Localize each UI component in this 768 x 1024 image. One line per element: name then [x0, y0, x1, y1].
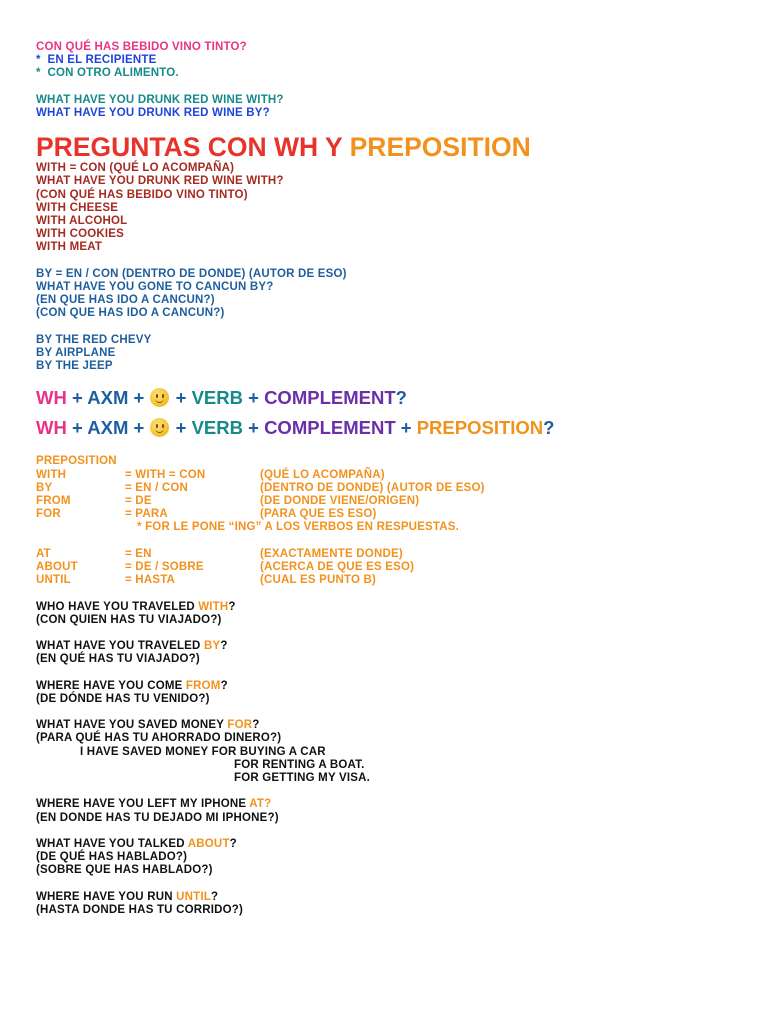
preposition-table-header: PREPOSITION	[36, 455, 117, 468]
by-example: BY THE JEEP	[36, 360, 113, 373]
prep-es: = HASTA	[125, 574, 176, 587]
preposition-table	[36, 455, 756, 587]
by-block	[36, 268, 756, 321]
preposition-row	[36, 495, 756, 508]
formula-plus: +	[248, 417, 259, 439]
formula-wh: WH	[36, 387, 67, 409]
intro-bullet-food: * CON OTRO ALIMENTO.	[36, 67, 179, 80]
with-line: WITH = CON (QUÉ LO ACOMPAÑA)	[36, 162, 235, 175]
by-line: WHAT HAVE YOU GONE TO CANCUN BY?	[36, 281, 274, 294]
with-line: WITH ALCOHOL	[36, 215, 128, 228]
formula-plus: +	[175, 387, 187, 409]
prep-en: ABOUT	[36, 560, 78, 573]
with-line: WHAT HAVE YOU DRUNK RED WINE WITH?	[36, 175, 284, 188]
title-part-2: PREPOSITION	[349, 132, 531, 163]
intro-bullet-recipient: * EN EL RECIPIENTE	[36, 54, 157, 67]
example-translation: (EN QUÉ HAS TU VIAJADO?)	[36, 653, 200, 666]
prep-es: = DE / SOBRE	[125, 560, 204, 573]
prep-note: (CUAL ES PUNTO B)	[260, 574, 377, 587]
prep-es: = DE	[125, 495, 152, 507]
prep-note: (QUÉ LO ACOMPAÑA)	[260, 468, 385, 481]
with-block	[36, 162, 756, 254]
formula-complement: COMPLEMENT	[264, 387, 396, 409]
example-translation: (SOBRE QUE HAS HABLADO?)	[36, 864, 213, 877]
with-line: (CON QUÉ HAS BEBIDO VINO TINTO)	[36, 188, 248, 201]
prep-note: (ACERCA DE QUE ES ESO)	[260, 560, 415, 573]
with-line: WITH CHEESE	[36, 201, 119, 214]
example-translation: (EN DONDE HAS TU DEJADO MI IPHONE?)	[36, 811, 279, 824]
preposition-row	[36, 508, 756, 521]
preposition-row	[36, 548, 756, 561]
highlighted-preposition: FROM	[185, 679, 221, 692]
by-line: (EN QUE HAS IDO A CANCUN?)	[36, 294, 215, 307]
example-translation: (PARA QUÉ HAS TU AHORRADO DINERO?)	[36, 732, 282, 745]
prep-es: = WITH = CON	[125, 468, 206, 481]
example-translation: (DE QUÉ HAS HABLADO?)	[36, 851, 188, 864]
with-line: WITH COOKIES	[36, 228, 125, 241]
formula-basic	[36, 387, 756, 409]
prep-es: = EN / CON	[125, 481, 189, 494]
highlighted-preposition: ABOUT	[187, 838, 230, 851]
formula-plus: +	[133, 387, 145, 409]
by-example: BY AIRPLANE	[36, 347, 116, 360]
intro-question: CON QUÉ HAS BEBIDO VINO TINTO?	[36, 41, 247, 53]
preposition-row	[36, 574, 756, 587]
intro-english-by: WHAT HAVE YOU DRUNK RED WINE BY?	[36, 107, 270, 119]
example-question: WHERE HAVE YOU LEFT MY IPHONE AT?	[36, 798, 272, 811]
formula-axm: AXM	[87, 417, 129, 439]
prep-en: WITH	[36, 468, 67, 481]
formula-plus: +	[400, 417, 412, 439]
prep-es: = PARA	[125, 508, 168, 521]
with-line: WITH MEAT	[36, 241, 103, 254]
preposition-row	[36, 482, 756, 495]
highlighted-preposition: UNTIL	[176, 890, 211, 903]
highlighted-preposition: AT?	[249, 798, 272, 811]
intro-english-with: WHAT HAVE YOU DRUNK RED WINE WITH?	[36, 93, 284, 106]
highlighted-preposition: WITH	[198, 600, 229, 613]
prep-en: BY	[36, 481, 53, 494]
prep-en: UNTIL	[36, 574, 71, 587]
formula-plus: +	[133, 417, 145, 439]
example-answer: FOR GETTING MY VISA.	[234, 772, 371, 785]
prep-en: FROM	[36, 495, 71, 507]
by-example: BY THE RED CHEVY	[36, 333, 152, 346]
example-question: WHAT HAVE YOU SAVED MONEY FOR?	[36, 719, 260, 732]
formula-plus: +	[248, 387, 259, 409]
examples	[36, 601, 756, 918]
example-question: WHAT HAVE YOU TRAVELED BY?	[36, 640, 228, 653]
smiling-face-icon	[150, 388, 169, 407]
document-page	[36, 41, 756, 917]
example-question: WHERE HAVE YOU COME FROM?	[36, 679, 228, 692]
formula-with-preposition	[36, 417, 756, 439]
formula-plus: +	[71, 417, 83, 439]
formula-wh: WH	[36, 417, 67, 439]
example-question: WHERE HAVE YOU RUN UNTIL?	[36, 890, 219, 903]
formula-axm: AXM	[87, 387, 129, 409]
smiling-face-icon	[150, 418, 169, 437]
example-answer: I HAVE SAVED MONEY FOR BUYING A CAR	[80, 745, 326, 758]
prep-en: AT	[36, 547, 51, 560]
formula-question-mark: ?	[395, 387, 407, 409]
example-question: WHO HAVE YOU TRAVELED WITH?	[36, 600, 236, 613]
highlighted-preposition: FOR	[227, 719, 253, 732]
prep-note: (PARA QUE ES ESO)	[260, 508, 377, 521]
formula-verb: VERB	[191, 417, 243, 439]
example-translation: (DE DÓNDE HAS TU VENIDO?)	[36, 692, 210, 705]
for-ing-note-row	[36, 521, 756, 534]
prep-es: = EN	[125, 547, 152, 560]
example-translation: (HASTA DONDE HAS TU CORRIDO?)	[36, 904, 244, 917]
by-line: (CON QUE HAS IDO A CANCUN?)	[36, 307, 225, 320]
formula-preposition: PREPOSITION	[416, 417, 544, 439]
formula-plus: +	[71, 387, 83, 409]
prep-en: FOR	[36, 508, 61, 521]
for-ing-note: * FOR LE PONE “ING” A LOS VERBOS EN RESPUESTAS.	[137, 521, 460, 534]
prep-note: (DENTRO DE DONDE) (AUTOR DE ESO)	[260, 481, 485, 494]
formula-plus: +	[175, 417, 187, 439]
example-question: WHAT HAVE YOU TALKED ABOUT?	[36, 838, 237, 851]
by-line: BY = EN / CON (DENTRO DE DONDE) (AUTOR DE ESO)	[36, 267, 347, 280]
page-title	[36, 132, 756, 162]
formula-question-mark: ?	[543, 417, 555, 439]
prep-note: (EXACTAMENTE DONDE)	[260, 547, 403, 560]
by-examples	[36, 334, 756, 374]
formula-verb: VERB	[191, 387, 243, 409]
example-translation: (CON QUIEN HAS TU VIAJADO?)	[36, 613, 222, 626]
title-part-1: PREGUNTAS CON WH Y	[36, 132, 350, 163]
highlighted-preposition: BY	[203, 640, 221, 653]
prep-note: (DE DONDE VIENE/ORIGEN)	[260, 495, 420, 507]
preposition-row	[36, 469, 756, 482]
example-answer: FOR RENTING A BOAT.	[234, 758, 365, 771]
formula-complement: COMPLEMENT	[264, 417, 396, 439]
preposition-row	[36, 561, 756, 574]
